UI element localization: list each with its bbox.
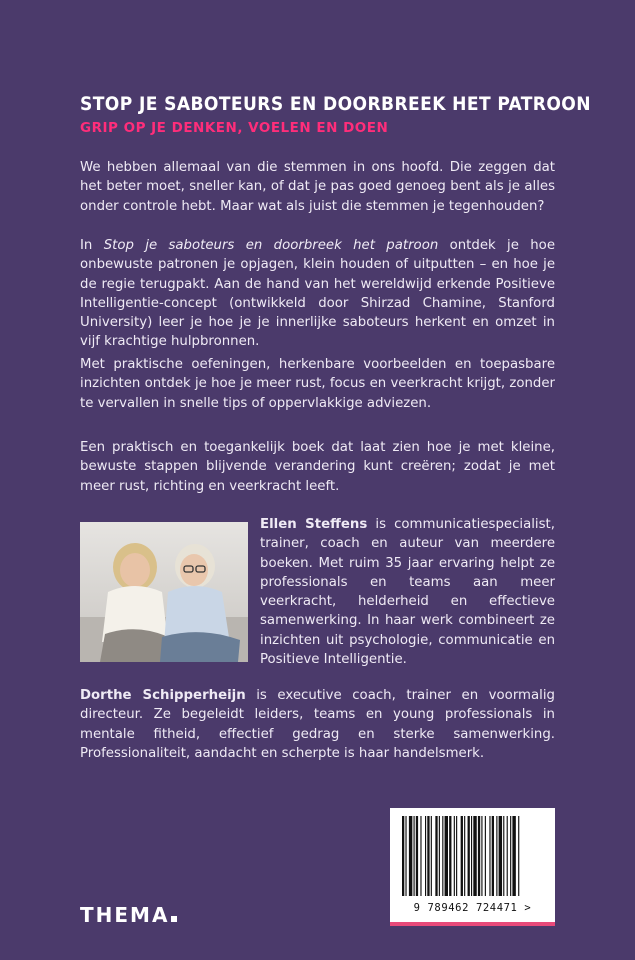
author-1-name: Ellen Steffens — [260, 517, 368, 532]
publisher-logo — [80, 903, 177, 927]
author-2-bio-text: is executive coach, trainer en voormalig directeur. Ze begeleidt leiders, teams en young professionals in mentale fitheid, effectief gedrag en sterke samenwerking. Professionaliteit, aandacht en scherpte is haar handelsmerk. — [80, 688, 555, 761]
book-title: STOP JE SABOTEURS EN DOORBREEK HET PATROON — [80, 93, 591, 115]
blurb-p2-rest: ontdek je hoe onbewuste patronen je opjagen, klein houden of uitputten – en hoe je de regie terugpakt. Aan de hand van het wereldwijd erkende Positieve Intelligentie-concept (ontwikkeld door Shirzad Chamine, Stanford University) leer je hoe je je innerlijke saboteurs herkent en omzet in vijf krachtige hulpbronnen. — [80, 238, 555, 350]
isbn-number: 9 789462 724471 > — [413, 902, 532, 914]
blurb-p2-prefix: In — [80, 238, 104, 253]
blurb-paragraph-3: Met praktische oefeningen, herkenbare voorbeelden en toepasbare inzichten ontdek je hoe je meer rust, focus en veerkracht krijgt, zonder te vervallen in snelle tips of oppervlakkige adviezen. — [80, 357, 555, 411]
blurb-paragraph-2 — [80, 236, 555, 352]
blurb-p2-book-title: Stop je saboteurs en doorbreek het patroon — [103, 238, 439, 253]
publisher-logo-dot — [171, 916, 177, 922]
publisher-name: THEMA — [80, 903, 170, 927]
author-1-bio — [260, 515, 555, 669]
blurb-paragraph-4: Een praktisch en toegankelijk boek dat laat zien hoe je met kleine, bewuste stappen blijvende verandering kunt creëren; zodat je met meer rust, richting en veerkracht leeft. — [80, 440, 555, 494]
author-photo — [80, 522, 248, 662]
book-subtitle: GRIP OP JE DENKEN, VOELEN EN DOEN — [80, 120, 389, 136]
author-1-bio-text: is communicatiespecialist, trainer, coach en auteur van meerdere boeken. Met ruim 35 jaar ervaring helpt ze professionals en teams aan meer veerkracht, helderheid en effectieve samenwerking. In haar werk combineert ze inzichten uit psychologie, communicatie en Positieve Intelligentie. — [260, 517, 555, 668]
blurb-paragraph-1: We hebben allemaal van die stemmen in ons hoofd. Die zeggen dat het beter moet, sneller kan, of dat je pas goed genoeg bent als je alles onder controle hebt. Maar wat als juist die stemmen je tegenhouden? — [80, 160, 555, 214]
author-2-name: Dorthe Schipperheijn — [80, 688, 246, 703]
author-2-bio — [80, 686, 555, 763]
barcode-bars — [390, 808, 555, 902]
isbn-barcode — [390, 808, 555, 926]
